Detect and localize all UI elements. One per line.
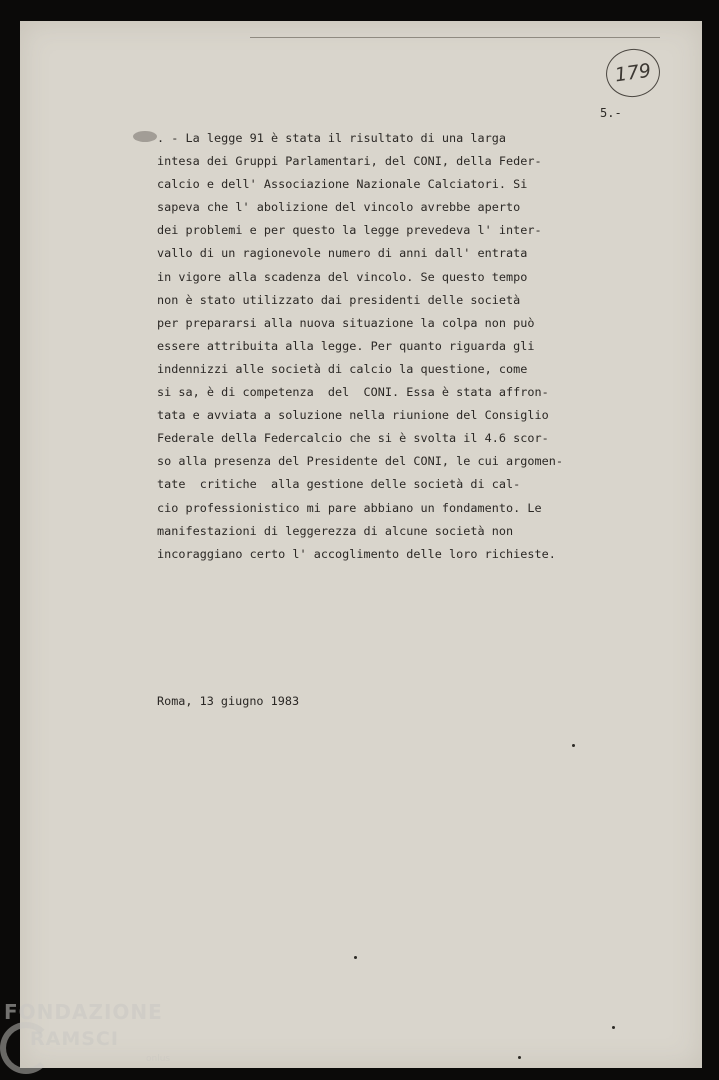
text-line: . - La legge 91 è stata il risultato di una larga bbox=[157, 131, 506, 145]
text-line: so alla presenza del Presidente del CONI, le cui argomen- bbox=[157, 454, 563, 469]
paper-speck bbox=[518, 1056, 521, 1059]
text-line: per prepararsi alla nuova situazione la colpa non può bbox=[157, 315, 535, 330]
ink-smudge bbox=[133, 131, 157, 142]
text-line: incoraggiano certo l' accoglimento delle loro richieste. bbox=[157, 546, 556, 561]
text-line: tata e avviata a soluzione nella riunione del Consiglio bbox=[157, 408, 549, 423]
text-line: in vigore alla scadenza del vincolo. Se questo tempo bbox=[157, 269, 528, 284]
archive-number-stamp bbox=[603, 45, 663, 100]
watermark-suffix: onlus bbox=[146, 1054, 171, 1064]
text-line: calcio e dell' Associazione Nazionale Calciatori. Si bbox=[157, 177, 528, 192]
top-rule bbox=[250, 37, 660, 38]
text-line: indennizzi alle società di calcio la questione, come bbox=[157, 361, 528, 376]
text-line: tate critiche alla gestione delle società di cal- bbox=[157, 477, 521, 492]
text-line: si sa, è di competenza del CONI. Essa è stata affron- bbox=[157, 385, 549, 400]
page-number: 5.- bbox=[600, 106, 622, 120]
text-line: dei problemi e per questo la legge prevedeva l' inter- bbox=[157, 223, 542, 238]
text-line: intesa dei Gruppi Parlamentari, del CONI, della Feder- bbox=[157, 154, 542, 169]
watermark-g-icon bbox=[0, 1022, 52, 1074]
watermark-line1: FONDAZIONE bbox=[4, 1000, 163, 1024]
body-paragraph bbox=[157, 127, 677, 566]
document-page bbox=[20, 21, 702, 1068]
text-line: non è stato utilizzato dai presidenti delle società bbox=[157, 292, 521, 307]
paper-speck bbox=[354, 956, 357, 959]
text-line: manifestazioni di leggerezza di alcune società non bbox=[157, 523, 514, 538]
paper-speck bbox=[572, 744, 575, 747]
text-line: cio professionistico mi pare abbiano un fondamento. Le bbox=[157, 500, 542, 515]
text-line: Federale della Federcalcio che si è svolta il 4.6 scor- bbox=[157, 431, 549, 446]
watermark-line2: RAMSCI bbox=[30, 1028, 119, 1050]
paper-speck bbox=[612, 1026, 615, 1029]
archive-number: 179 bbox=[613, 59, 653, 87]
text-line: sapeva che l' abolizione del vincolo avrebbe aperto bbox=[157, 200, 521, 215]
text-line: vallo di un ragionevole numero di anni dall' entrata bbox=[157, 246, 528, 261]
date-line: Roma, 13 giugno 1983 bbox=[157, 694, 300, 708]
text-line: essere attribuita alla legge. Per quanto riguarda gli bbox=[157, 338, 535, 353]
